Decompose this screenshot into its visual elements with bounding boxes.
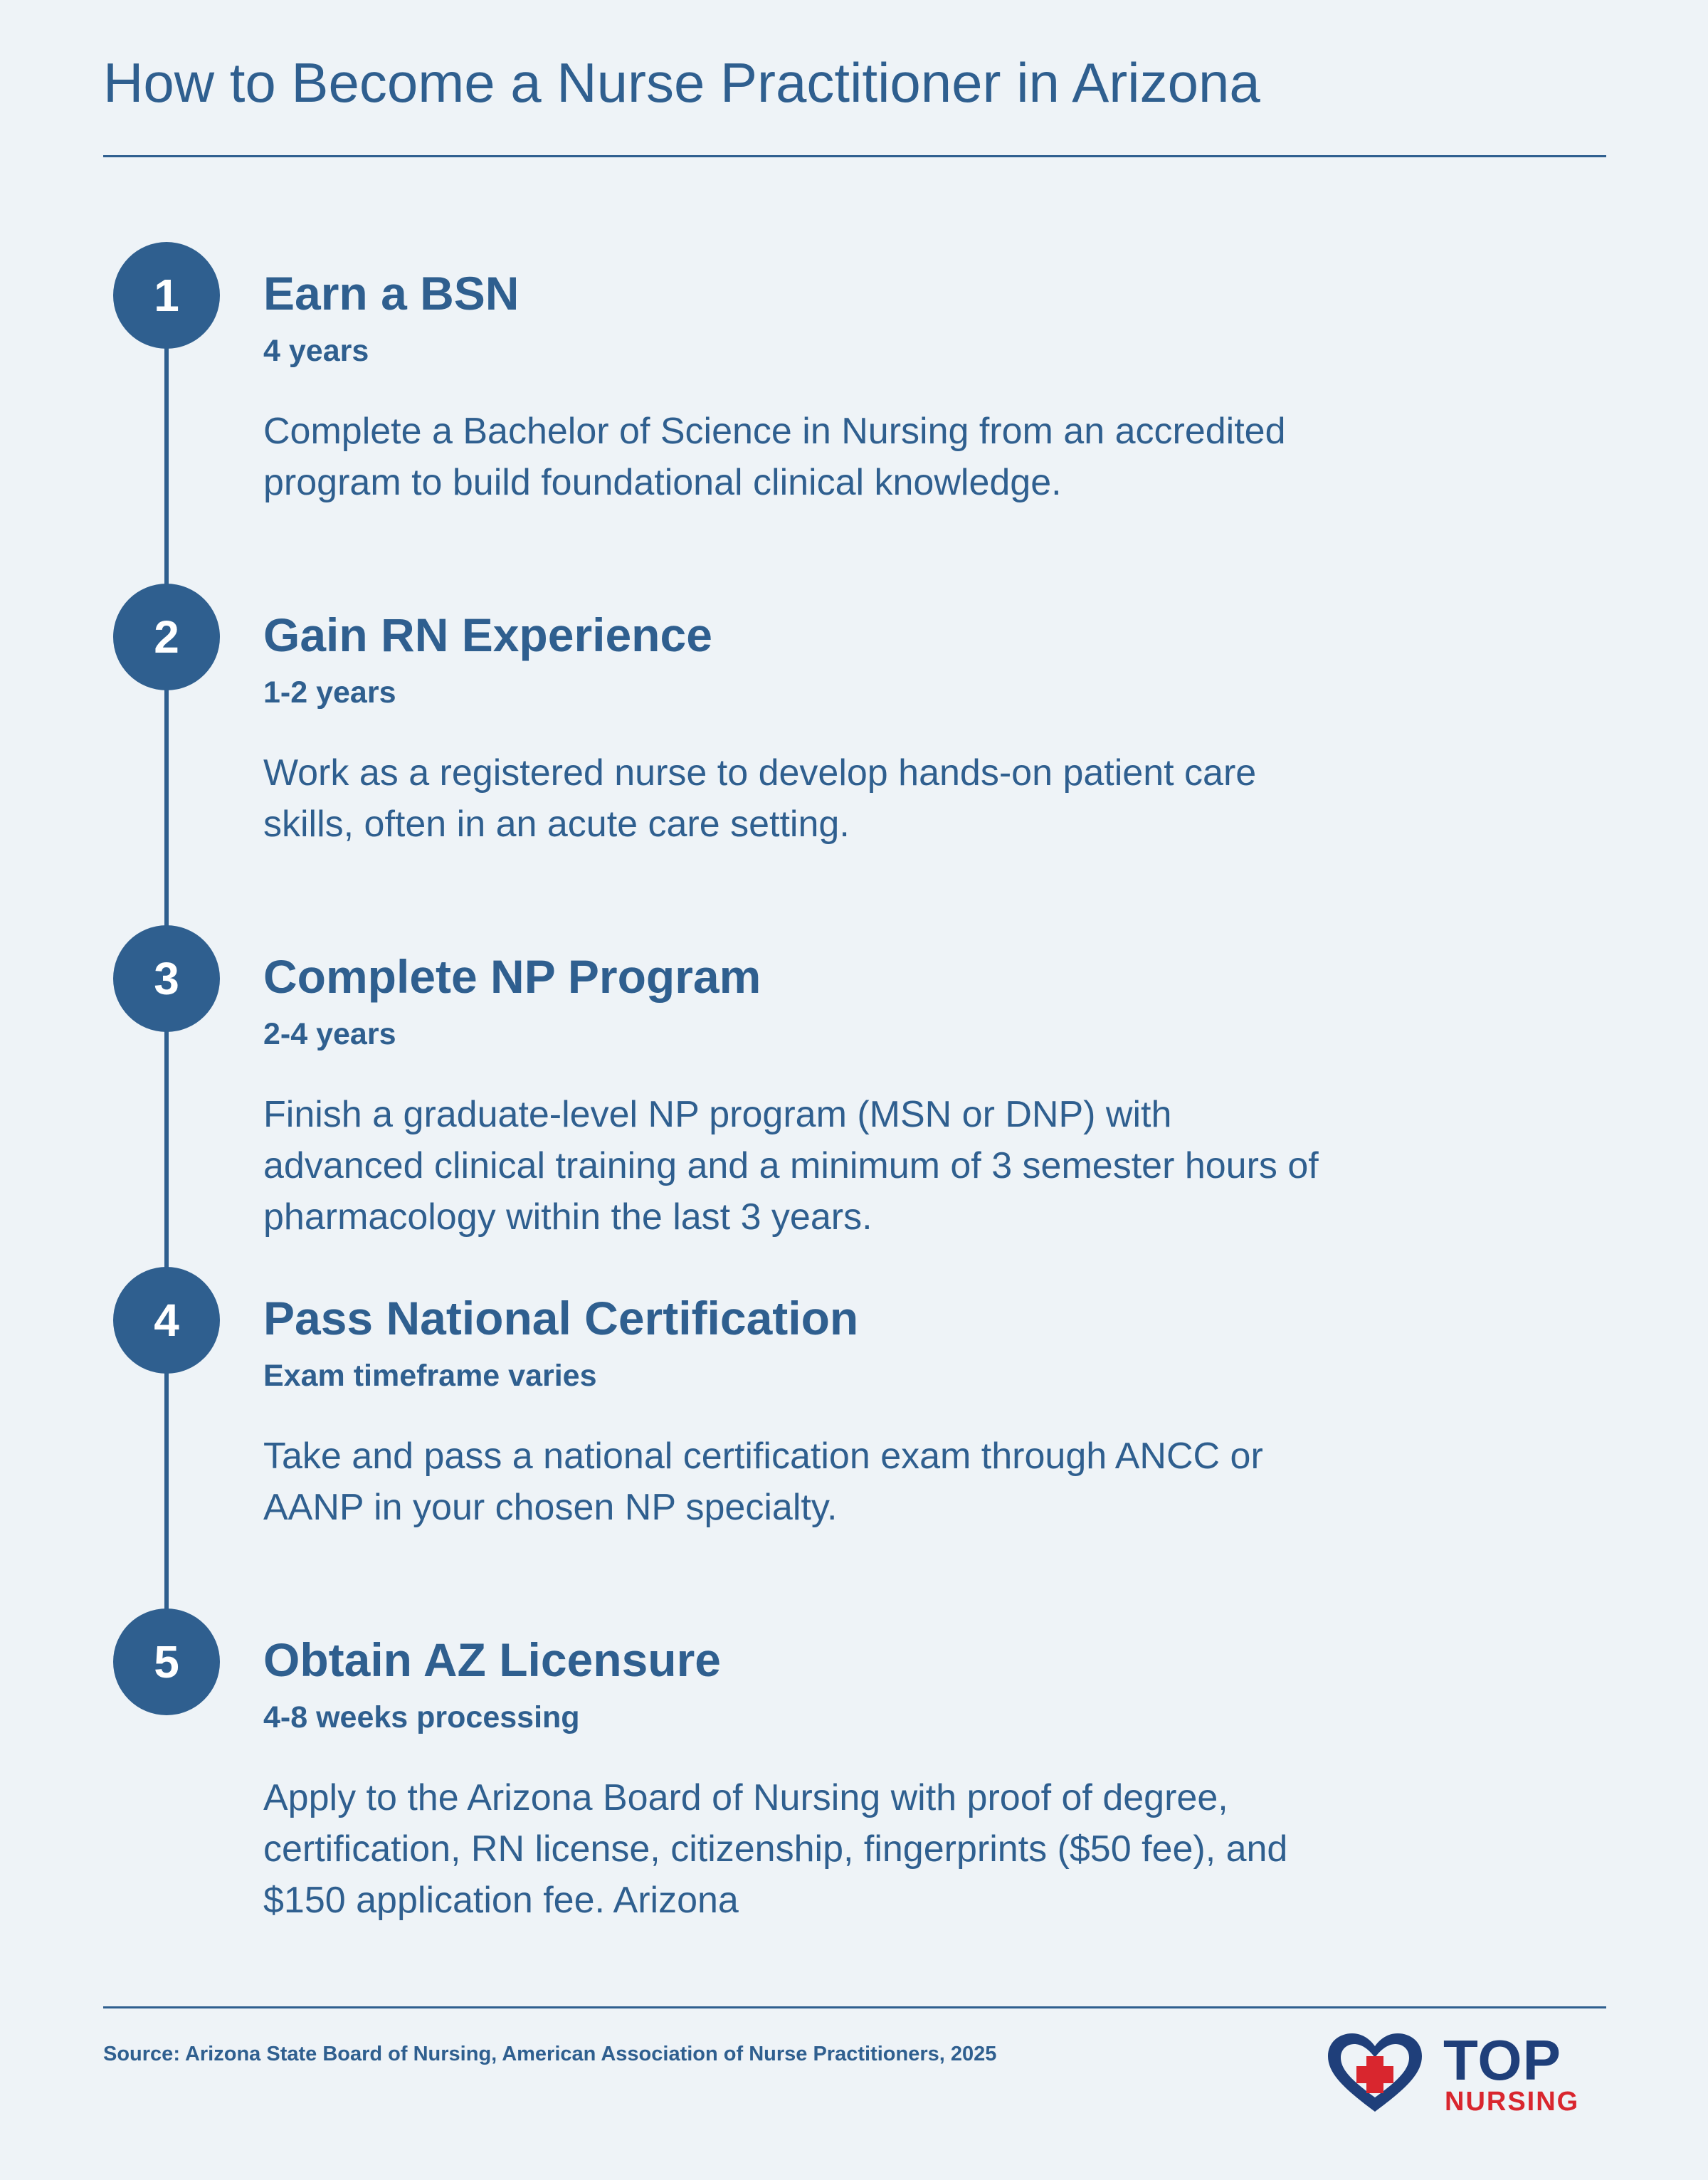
step-duration: 2-4 years xyxy=(263,1017,396,1051)
step-title: Complete NP Program xyxy=(263,950,761,1003)
top-nursing-logo xyxy=(1325,2028,1606,2117)
step-number-badge: 3 xyxy=(113,925,220,1032)
page-title: How to Become a Nurse Practitioner in Arizona xyxy=(103,51,1260,114)
step-duration: 4 years xyxy=(263,334,369,368)
title-divider xyxy=(103,155,1606,157)
step-description: Take and pass a national certification exam through ANCC or AANP in your chosen NP specialty. xyxy=(263,1436,1263,1528)
step-title: Obtain AZ Licensure xyxy=(263,1633,721,1686)
step-title: Pass National Certification xyxy=(263,1292,859,1344)
footer-divider xyxy=(103,2006,1606,2008)
step-description: Apply to the Arizona Board of Nursing with proof of degree, certification, RN license, citizenship, fingerprints ($50 fee), and $150 application fee. Arizona xyxy=(263,1777,1288,1921)
step-description: Complete a Bachelor of Science in Nursing from an accredited program to build foundational clinical knowledge. xyxy=(263,411,1286,503)
step-description: Work as a registered nurse to develop hands-on patient care skills, often in an acute care setting. xyxy=(263,752,1257,845)
step-number-badge: 4 xyxy=(113,1267,220,1374)
heart-cross-icon xyxy=(1325,2032,1425,2117)
step-duration: 1-2 years xyxy=(263,675,396,710)
step-description: Finish a graduate-level NP program (MSN or DNP) with advanced clinical training and a minimum of 3 semester hours of pharmacology within the last 3 years. xyxy=(263,1094,1319,1238)
source-citation: Source: Arizona State Board of Nursing, American Association of Nurse Practitioners, 2025 xyxy=(103,2043,997,2065)
step-title: Earn a BSN xyxy=(263,267,520,320)
step-duration: 4-8 weeks processing xyxy=(263,1700,580,1734)
logo-wordmark-nursing: NURSING xyxy=(1445,2087,1580,2117)
step-duration: Exam timeframe varies xyxy=(263,1359,597,1393)
step-number-badge: 2 xyxy=(113,584,220,690)
step-title: Gain RN Experience xyxy=(263,609,712,661)
step-number-badge: 5 xyxy=(113,1608,220,1715)
logo-wordmark-top: TOP xyxy=(1443,2028,1562,2092)
step-number-badge: 1 xyxy=(113,242,220,349)
